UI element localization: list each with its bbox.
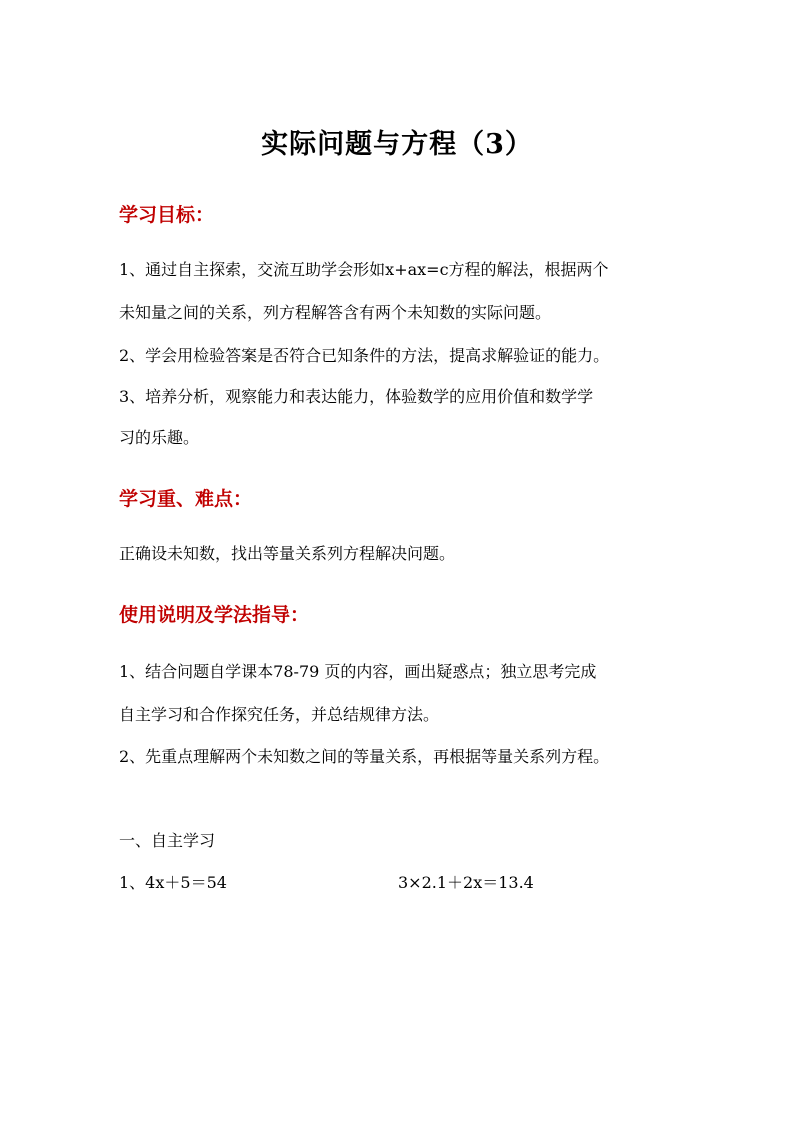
objective-line: 1、通过自主探索，交流互助学会形如x+ax=c方程的解法，根据两个: [119, 260, 609, 279]
self-study-heading: 一、自主学习: [119, 831, 216, 850]
guidance-line: 1、结合问题自学课本78-79 页的内容，画出疑惑点；独立思考完成: [119, 662, 597, 681]
objective-line: 3、培养分析，观察能力和表达能力，体验数学的应用价值和数学学: [119, 387, 594, 406]
objective-line: 未知量之间的关系，列方程解答含有两个未知数的实际问题。: [119, 303, 552, 322]
guidance-line: 自主学习和合作探究任务，并总结规律方法。: [119, 705, 440, 724]
objective-line: 2、学会用检验答案是否符合已知条件的方法，提高求解验证的能力。: [119, 346, 610, 365]
key-points-text: 正确设未知数，找出等量关系列方程解决问题。: [119, 544, 456, 563]
equation-right: 3×2.1＋2x＝13.4: [398, 873, 534, 892]
document-title: 实际问题与方程（3）: [261, 129, 533, 160]
objective-line: 习的乐趣。: [119, 428, 200, 447]
equation-left: 1、4x＋5＝54: [119, 873, 227, 892]
guidance-heading: 使用说明及学法指导：: [119, 604, 310, 626]
objectives-heading: 学习目标：: [119, 204, 215, 226]
guidance-line: 2、先重点理解两个未知数之间的等量关系，再根据等量关系列方程。: [119, 747, 610, 766]
key-points-heading: 学习重、难点：: [119, 488, 253, 510]
